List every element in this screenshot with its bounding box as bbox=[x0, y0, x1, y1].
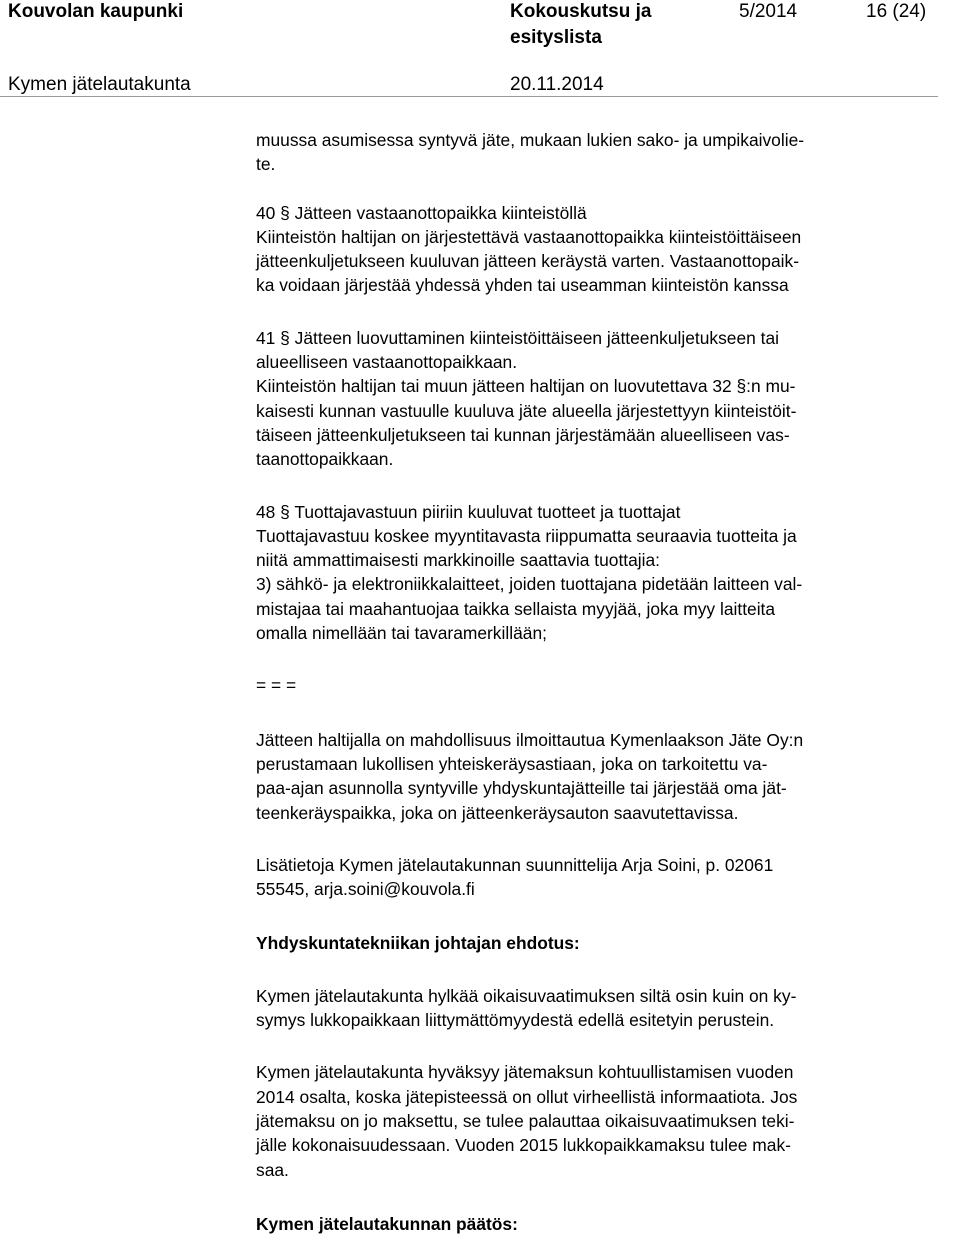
separator-text: = = = bbox=[256, 675, 297, 696]
text-line: täiseen jätteenkuljetukseen tai kunnan järjestämään alueelliseen vas- bbox=[256, 424, 790, 445]
header-divider bbox=[0, 96, 938, 97]
text-line: Tuottajavastuu koskee myyntitavasta riippumatta seuraavia tuotteita ja bbox=[256, 525, 797, 546]
doc-type-line1: Kokouskutsu ja bbox=[510, 1, 652, 22]
section-48-title: 48 § Tuottajavastuun piiriin kuuluvat tuotteet ja tuottajat bbox=[256, 501, 681, 522]
text-line: muussa asumisessa syntyvä jäte, mukaan lukien sako- ja umpikaivolie- bbox=[256, 130, 805, 150]
text-line: Kiinteistön haltijan on järjestettävä vastaanottopaikka kiinteistöittäiseen bbox=[256, 226, 802, 247]
text-line: teenkeräyspaikka, joka on jätteenkeräysauton saavutettavissa. bbox=[256, 802, 739, 823]
text-line: Kiinteistön haltijan tai muun jätteen haltijan on luovutettava 32 §:n mu- bbox=[256, 376, 796, 397]
decision-heading: Kymen jätelautakunnan päätös: bbox=[256, 1213, 518, 1234]
text-line: mistajaa tai maahantuojaa taikka sellaista myyjää, joka myy laitteita bbox=[256, 598, 776, 619]
text-line: niitä ammattimaisesti markkinoille saattavia tuottajia: bbox=[256, 550, 661, 571]
proposal-line: Kymen jätelautakunta hyväksyy jätemaksun kohtuullistamisen vuoden bbox=[256, 1062, 794, 1083]
meeting-date: 20.11.2014 bbox=[510, 74, 604, 95]
text-line: omalla nimellään tai tavaramerkillään; bbox=[256, 623, 547, 644]
text-line: jätteenkuljetukseen kuuluvan jätteen keräystä varten. Vastaanottopaik- bbox=[256, 251, 799, 272]
document-body bbox=[256, 128, 940, 1236]
proposal-line: symys lukkopaikkaan liittymättömyydestä edellä esitetyin perustein. bbox=[256, 1010, 775, 1031]
proposal-line: 2014 osalta, koska jätepisteessä on ollut virheellistä informaatiota. Jos bbox=[256, 1086, 798, 1107]
proposal-heading: Yhdyskuntatekniikan johtajan ehdotus: bbox=[256, 933, 580, 954]
section-41-title: 41 § Jätteen luovuttaminen kiinteistöittäiseen jätteenkuljetukseen tai bbox=[256, 327, 780, 348]
proposal-line: jätemaksu on jo maksettu, se tulee palauttaa oikaisuvaatimuksen teki- bbox=[256, 1110, 795, 1131]
proposal-line: jälle kokonaisuudessaan. Vuoden 2015 lukkopaikkamaksu tulee mak- bbox=[256, 1135, 791, 1156]
section-40-title: 40 § Jätteen vastaanottopaikka kiinteistöllä bbox=[256, 202, 587, 223]
text-line: ka voidaan järjestää yhdessä yhden tai useamman kiinteistön kanssa bbox=[256, 275, 789, 296]
proposal-line: saa. bbox=[256, 1159, 289, 1180]
doc-type-line2: esityslista bbox=[510, 27, 602, 48]
meeting-number: 5/2014 bbox=[739, 1, 798, 22]
text-line: kaisesti kunnan vastuulle kuuluva jäte alueella järjestettyyn kiinteistöit- bbox=[256, 400, 797, 421]
text-line: taanottopaikkaan. bbox=[256, 449, 394, 470]
org-name: Kouvolan kaupunki bbox=[8, 1, 184, 22]
text-line: 3) sähkö- ja elektroniikkalaitteet, joiden tuottajana pidetään laitteen val- bbox=[256, 574, 803, 595]
text-line: paa-ajan asunnolla syntyville yhdyskuntajätteille tai järjestää oma jät- bbox=[256, 778, 787, 799]
proposal-line: Kymen jätelautakunta hylkää oikaisuvaatimuksen siltä osin kuin on ky- bbox=[256, 985, 797, 1006]
text-line: perustamaan lukollisen yhteiskeräysastiaan, joka on tarkoitettu va- bbox=[256, 753, 768, 774]
text-line: alueelliseen vastaanottopaikkaan. bbox=[256, 352, 518, 373]
text-line: te. bbox=[256, 154, 276, 175]
contact-info: Lisätietoja Kymen jätelautakunnan suunnittelija Arja Soini, p. 02061 bbox=[256, 854, 774, 875]
contact-info: 55545, arja.soini@kouvola.fi bbox=[256, 879, 475, 900]
text-line: Jätteen haltijalla on mahdollisuus ilmoittautua Kymenlaakson Jäte Oy:n bbox=[256, 729, 804, 750]
page-number: 16 (24) bbox=[866, 1, 927, 22]
committee-name: Kymen jätelautakunta bbox=[8, 74, 191, 95]
